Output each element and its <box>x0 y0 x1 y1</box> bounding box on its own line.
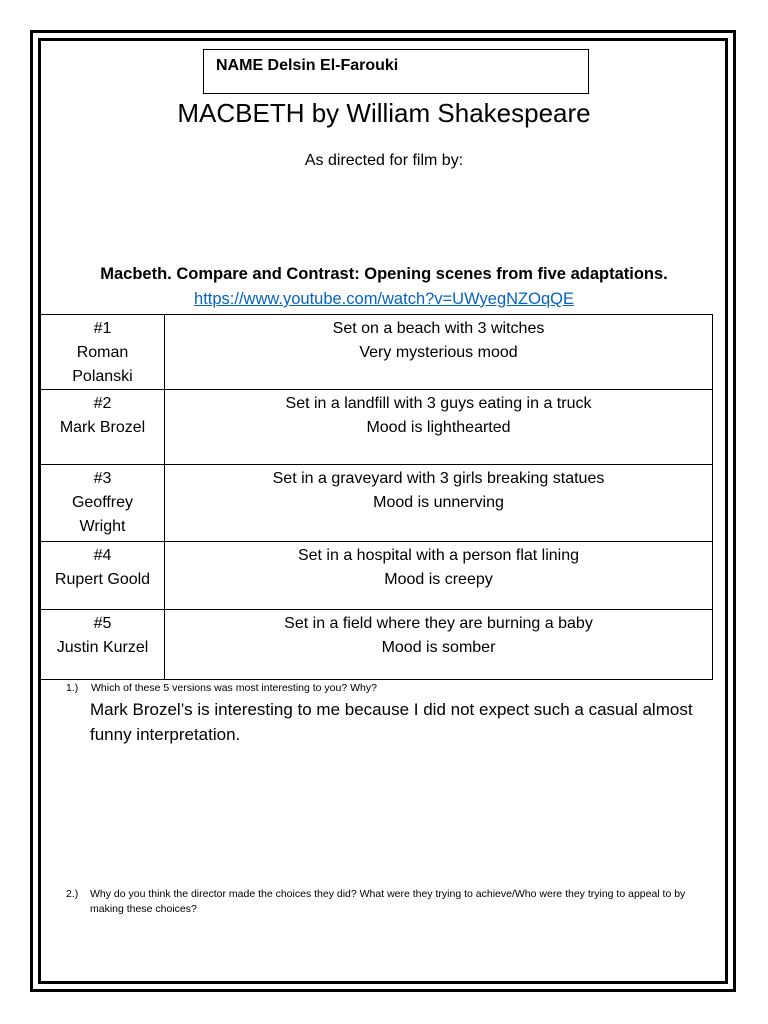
setting-text: Set in a hospital with a person flat lining <box>297 547 580 564</box>
table-row <box>41 315 713 390</box>
director-name: Roman <box>76 344 129 361</box>
question-number: 1.) <box>66 682 79 694</box>
director-name: Polanski <box>72 368 133 385</box>
page-subtitle: As directed for film by: <box>304 152 464 169</box>
description-cell <box>165 315 713 390</box>
director-cell <box>41 542 165 610</box>
setting-text: Set in a field where they are burning a baby <box>284 615 593 632</box>
director-name: Geoffrey <box>71 494 134 511</box>
table-row <box>41 542 713 610</box>
question-number: 2.) <box>66 888 79 900</box>
question-2 <box>66 887 716 917</box>
video-link[interactable]: https://www.youtube.com/watch?v=UWyegNZOqQE <box>194 290 574 308</box>
table-row <box>41 610 713 680</box>
name-box <box>203 49 589 94</box>
director-cell <box>41 315 165 390</box>
mood-text: Mood is unnerving <box>373 494 504 511</box>
adaptation-number: #5 <box>93 615 112 632</box>
description-cell <box>165 465 713 542</box>
question-1 <box>66 681 716 747</box>
mood-text: Mood is somber <box>381 639 496 656</box>
adaptation-number: #3 <box>93 470 112 487</box>
director-cell <box>41 390 165 465</box>
setting-text: Set on a beach with 3 witches <box>332 320 545 337</box>
table-row <box>41 390 713 465</box>
description-cell <box>165 610 713 680</box>
description-cell <box>165 542 713 610</box>
director-cell <box>41 610 165 680</box>
page-title: MACBETH by William Shakespeare <box>177 98 591 128</box>
setting-text: Set in a graveyard with 3 girls breaking statues <box>272 470 605 487</box>
adaptation-number: #4 <box>93 547 112 564</box>
adaptation-number: #2 <box>93 395 112 412</box>
compare-heading: Macbeth. Compare and Contrast: Opening scenes from five adaptations. <box>100 265 668 283</box>
question-text: Why do you think the director made the choices they did? What were they trying to achieve/Who were they trying to appeal to by making these choices? <box>90 888 686 915</box>
director-name: Wright <box>79 518 126 535</box>
question-2-prompt <box>66 887 716 917</box>
director-cell <box>41 465 165 542</box>
student-name: NAME Delsin El-Farouki <box>216 57 399 74</box>
setting-text: Set in a landfill with 3 guys eating in a truck <box>285 395 592 412</box>
table-row <box>41 465 713 542</box>
question-1-prompt <box>66 681 716 695</box>
question-1-answer: Mark Brozel’s is interesting to me because I did not expect such a casual almost funny interpretation. <box>90 700 693 744</box>
adaptations-table <box>40 314 713 680</box>
mood-text: Very mysterious mood <box>359 344 518 361</box>
description-cell <box>165 390 713 465</box>
director-name: Mark Brozel <box>59 419 146 436</box>
adaptation-number: #1 <box>93 320 112 337</box>
question-text: Which of these 5 versions was most interesting to you? Why? <box>91 682 377 694</box>
mood-text: Mood is lighthearted <box>366 419 511 436</box>
director-name: Rupert Goold <box>54 571 151 588</box>
director-name: Justin Kurzel <box>56 639 149 656</box>
mood-text: Mood is creepy <box>384 571 493 588</box>
